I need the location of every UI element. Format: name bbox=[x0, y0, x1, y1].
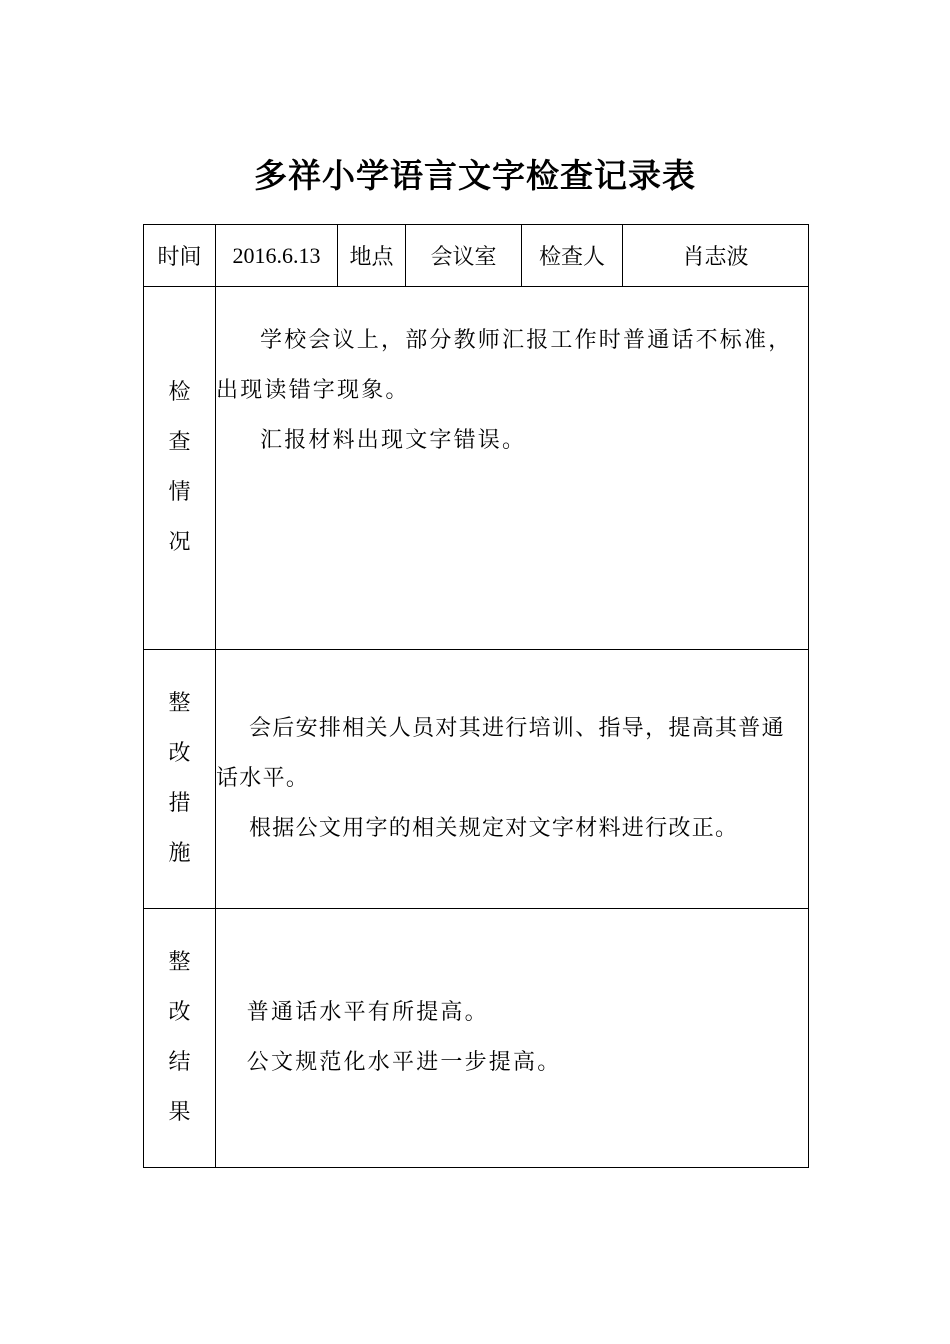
place-value: 会议室 bbox=[406, 225, 522, 287]
rectification-measures-label: 整 改 措 施 bbox=[144, 650, 216, 909]
document-title: 多祥小学语言文字检查记录表 bbox=[254, 156, 696, 195]
rectification-result-row bbox=[144, 909, 809, 1168]
inspector-value: 肖志波 bbox=[623, 225, 809, 287]
rectification-result-content bbox=[216, 909, 809, 1168]
check-paragraph: 汇报材料出现文字错误。 bbox=[260, 428, 527, 453]
inspector-label: 检查人 bbox=[522, 225, 623, 287]
header-row bbox=[144, 225, 809, 287]
rectification-measures-row bbox=[144, 650, 809, 909]
rectification-measures-content bbox=[216, 650, 809, 909]
check-situation-label: 检 查 情 况 bbox=[144, 287, 216, 650]
inspection-record-table bbox=[143, 224, 809, 1168]
time-label: 时间 bbox=[144, 225, 216, 287]
time-value: 2016.6.13 bbox=[216, 225, 338, 287]
measures-paragraph: 会后安排相关人员对其进行培训、指导，提高其普通话水平。 bbox=[216, 716, 785, 791]
check-situation-row bbox=[144, 287, 809, 650]
place-label: 地点 bbox=[338, 225, 406, 287]
result-paragraph: 普通话水平有所提高。 bbox=[246, 1000, 489, 1025]
check-paragraph: 学校会议上，部分教师汇报工作时普通话不标准，出现读错字现象。 bbox=[216, 328, 793, 403]
result-paragraph: 公文规范化水平进一步提高。 bbox=[246, 1050, 562, 1075]
check-situation-content bbox=[216, 287, 809, 650]
measures-paragraph: 根据公文用字的相关规定对文字材料进行改正。 bbox=[249, 816, 739, 841]
rectification-result-label: 整 改 结 果 bbox=[144, 909, 216, 1168]
